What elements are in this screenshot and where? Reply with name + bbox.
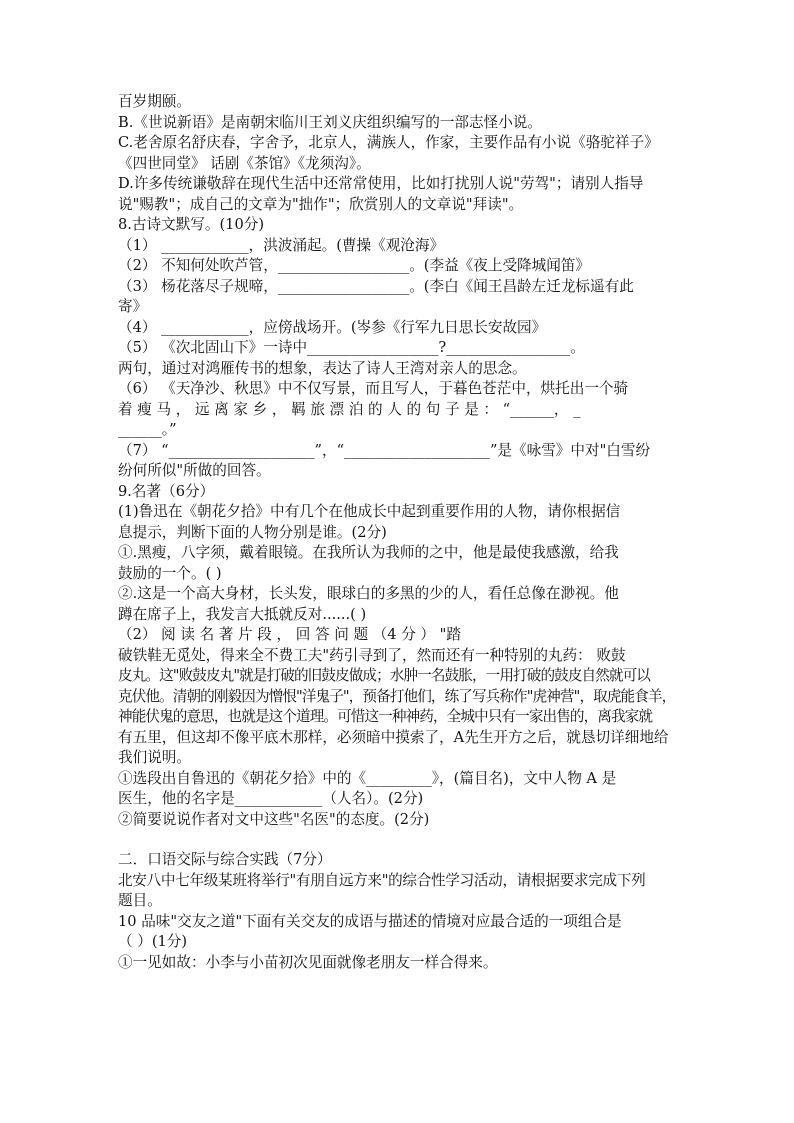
- question-10-title: 10 品味"交友之道"下面有关交友的成语与描述的情境对应最合适的一项组合是: [118, 912, 622, 930]
- option-b: B.《世说新语》是南朝宋临川王刘义庆组织编写的一部志怪小说。: [118, 113, 542, 131]
- q8-item-4: （4） ____________，应傍战场开。(岑参《行军九日思长安故园》: [118, 318, 547, 336]
- section-spacer: [118, 830, 678, 850]
- question-8-title: 8.古诗文默写。(10分): [118, 216, 265, 233]
- text-line: 百岁期颐。: [118, 93, 191, 110]
- option-d-cont: 说"赐教"；成自己的文章为"拙作"；欣赏别人的文章说"拜读"。: [118, 195, 524, 213]
- passage-line: 我们说明。: [118, 749, 191, 766]
- q9-sub-2-cont: 蹲在席子上，我发言大抵就反对......( ): [118, 605, 367, 623]
- question-9-title: 9.名著（6分）: [118, 482, 215, 500]
- section-2-intro-cont: 题目。: [118, 892, 162, 909]
- q8-item-6-cont: 着 瘦 马 ， 远 离 家 乡 ， 羁 旅 漂 泊 的 人 的 句 子 是 ： “______， _: [118, 400, 581, 418]
- q8-item-5: （5） 《次北固山下》一诗中__________________?_________________。: [118, 339, 585, 356]
- q8-item-6: （6） 《天净沙、秋思》中不仅写景，而且写人，于暮色苍茫中，烘托出一个骑: [118, 380, 629, 397]
- q8-item-7: （7） “____________________”，“____________________”是《咏雪》中对"白雪纷: [118, 441, 651, 459]
- passage-line: 神能伏鬼的意思，也就是这个道理。可惜这一种神药，全城中只有一家出售的，离我家就: [118, 708, 653, 725]
- q9-part-2-sub-1-cont: 医生，他的名字是____________（人名）。(2分): [118, 790, 424, 807]
- q8-item-6-end: ______。”: [118, 421, 177, 438]
- passage-line: 有五里，但这却不像平底木那样，必须暗中摸索了，A先生开方之后，就恳切详细地给: [118, 728, 669, 746]
- section-2-intro: 北安八中七年级某班将举行"有朋自远方来"的综合性学习活动，请根据要求完成下列: [118, 871, 646, 889]
- document-page: [118, 92, 678, 973]
- q8-item-3: （3） 杨花落尽子规啼，__________________。(李白《闻王昌龄左迁龙标遥有此: [118, 277, 634, 295]
- q9-part-2-sub-1: ①选段出自鲁迅的《朝花夕拾》中的《_________》，(篇目名)，文中人物 A 是: [118, 769, 617, 787]
- q9-part-2: （2） 阅 读 名 著 片 段 ， 回 答 问 题 （4 分 ） "踏: [118, 626, 461, 643]
- passage-line: 克伏他。清朝的刚毅因为憎恨"洋鬼子"，预备打他们，练了写兵称作"虎神营"，取虎能食羊，: [118, 687, 676, 705]
- q9-sub-2: ②.这是一个高大身材，长头发，眼球白的多黑的少的人，看任总像在渺视。他: [118, 585, 619, 602]
- option-c: C.老舍原名舒庆春，字舍予，北京人，满族人，作家，主要作品有小说《骆驼祥子》: [118, 134, 659, 151]
- q8-item-2: （2） 不知何处吹芦管，__________________。(李益《夜上受降城闻笛》: [118, 257, 591, 274]
- passage-line: 破铁鞋无觅处，得来全不费工夫"药引寻到了，然而还有一种特别的丸药： 败鼓: [118, 646, 626, 664]
- q10-option-1: ①一见如故：小李与小苗初次见面就像老朋友一样合得来。: [118, 953, 498, 971]
- option-c-cont: 《四世同堂》 话剧《茶馆》《龙须沟》。: [118, 154, 371, 172]
- q9-part-2-sub-2: ②简要说说作者对文中这些"名医"的态度。(2分): [118, 810, 430, 828]
- q8-item-3-cont: 寄》: [118, 298, 148, 315]
- q8-item-5-cont: 两句，通过对鸿雁传书的想象，表达了诗人王湾对亲人的思念。: [118, 359, 527, 377]
- q9-sub-1: ①.黑瘦，八字须，戴着眼镜。在我所认为我师的之中，他是最使我感激，给我: [118, 544, 619, 561]
- q9-part-1-cont: 息提示，判断下面的人物分别是谁。(2分): [118, 523, 387, 541]
- q8-item-7-cont: 纷何所似"所做的回答。: [118, 462, 271, 479]
- section-2-heading: 二．口语交际与综合实践（7分）: [118, 851, 332, 868]
- option-d: D.许多传统谦敬辞在现代生活中还常常使用，比如打扰别人说"劳驾"；请别人指导: [118, 175, 644, 192]
- q8-item-1: （1） ____________，洪波涌起。(曹操《观沧海》: [118, 236, 445, 254]
- q9-part-1: (1)鲁迅在《朝花夕拾》中有几个在他成长中起到重要作用的人物，请你根据信: [118, 503, 621, 520]
- passage-line: 皮丸。这"败鼓皮丸"就是打破的旧鼓皮做成；水肿一名鼓胀，一用打破的鼓皮自然就可以: [118, 667, 650, 684]
- q9-sub-1-cont: 鼓励的一个。( ): [118, 564, 222, 582]
- question-10-bracket: （ ）(1分): [118, 933, 188, 950]
